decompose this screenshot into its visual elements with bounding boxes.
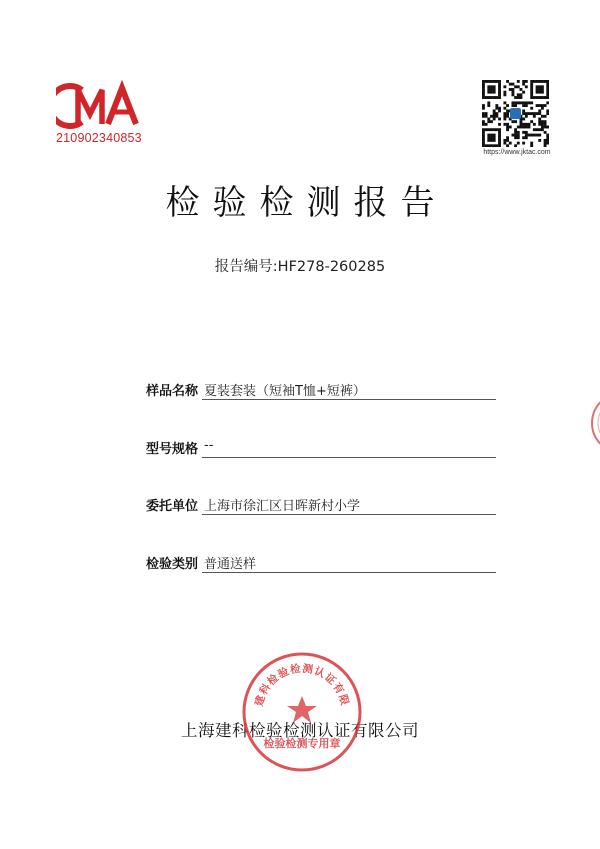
field-label: 型号规格 (145, 442, 198, 457)
field-test-type (0, 550, 600, 574)
svg-text:上海建科检验检测认证有限公司 (240, 650, 352, 708)
field-client (0, 492, 600, 516)
field-value: 普通送样 (204, 557, 257, 572)
field-underline (202, 399, 496, 400)
field-value: 上海市徐汇区日晖新村小学 (204, 499, 361, 514)
qr-code (482, 80, 549, 147)
seal-fragment-icon (582, 388, 600, 458)
seal-sub-text: 检验检测专用章 (263, 737, 341, 750)
field-sample-name (0, 377, 600, 401)
qr-code-icon (482, 80, 549, 147)
field-model-spec (0, 435, 600, 459)
cma-certificate-number: 210902340853 (56, 131, 142, 145)
page-title: 检验检测报告 (165, 183, 448, 223)
field-underline (202, 572, 496, 573)
field-label: 样品名称 (145, 384, 198, 399)
field-underline (202, 514, 496, 515)
official-seal (240, 650, 364, 774)
edge-seal-fragment (582, 388, 600, 458)
field-label: 检验类别 (145, 557, 198, 572)
seal-stamp-icon (240, 650, 364, 774)
field-label: 委托单位 (145, 499, 198, 514)
seal-ring-text: 建科检验检测认证有限 (253, 662, 351, 708)
report-number: 报告编号:HF278-260285 (214, 259, 386, 275)
cma-logo-mark (56, 80, 150, 132)
field-value: -- (204, 438, 214, 453)
field-underline (202, 457, 496, 458)
field-value: 夏装套装（短袖T恤+短裤） (204, 384, 366, 399)
issuer-name: 上海建科检验检测认证有限公司 (181, 721, 419, 740)
qr-url: https://www.jktac.com (483, 149, 551, 156)
